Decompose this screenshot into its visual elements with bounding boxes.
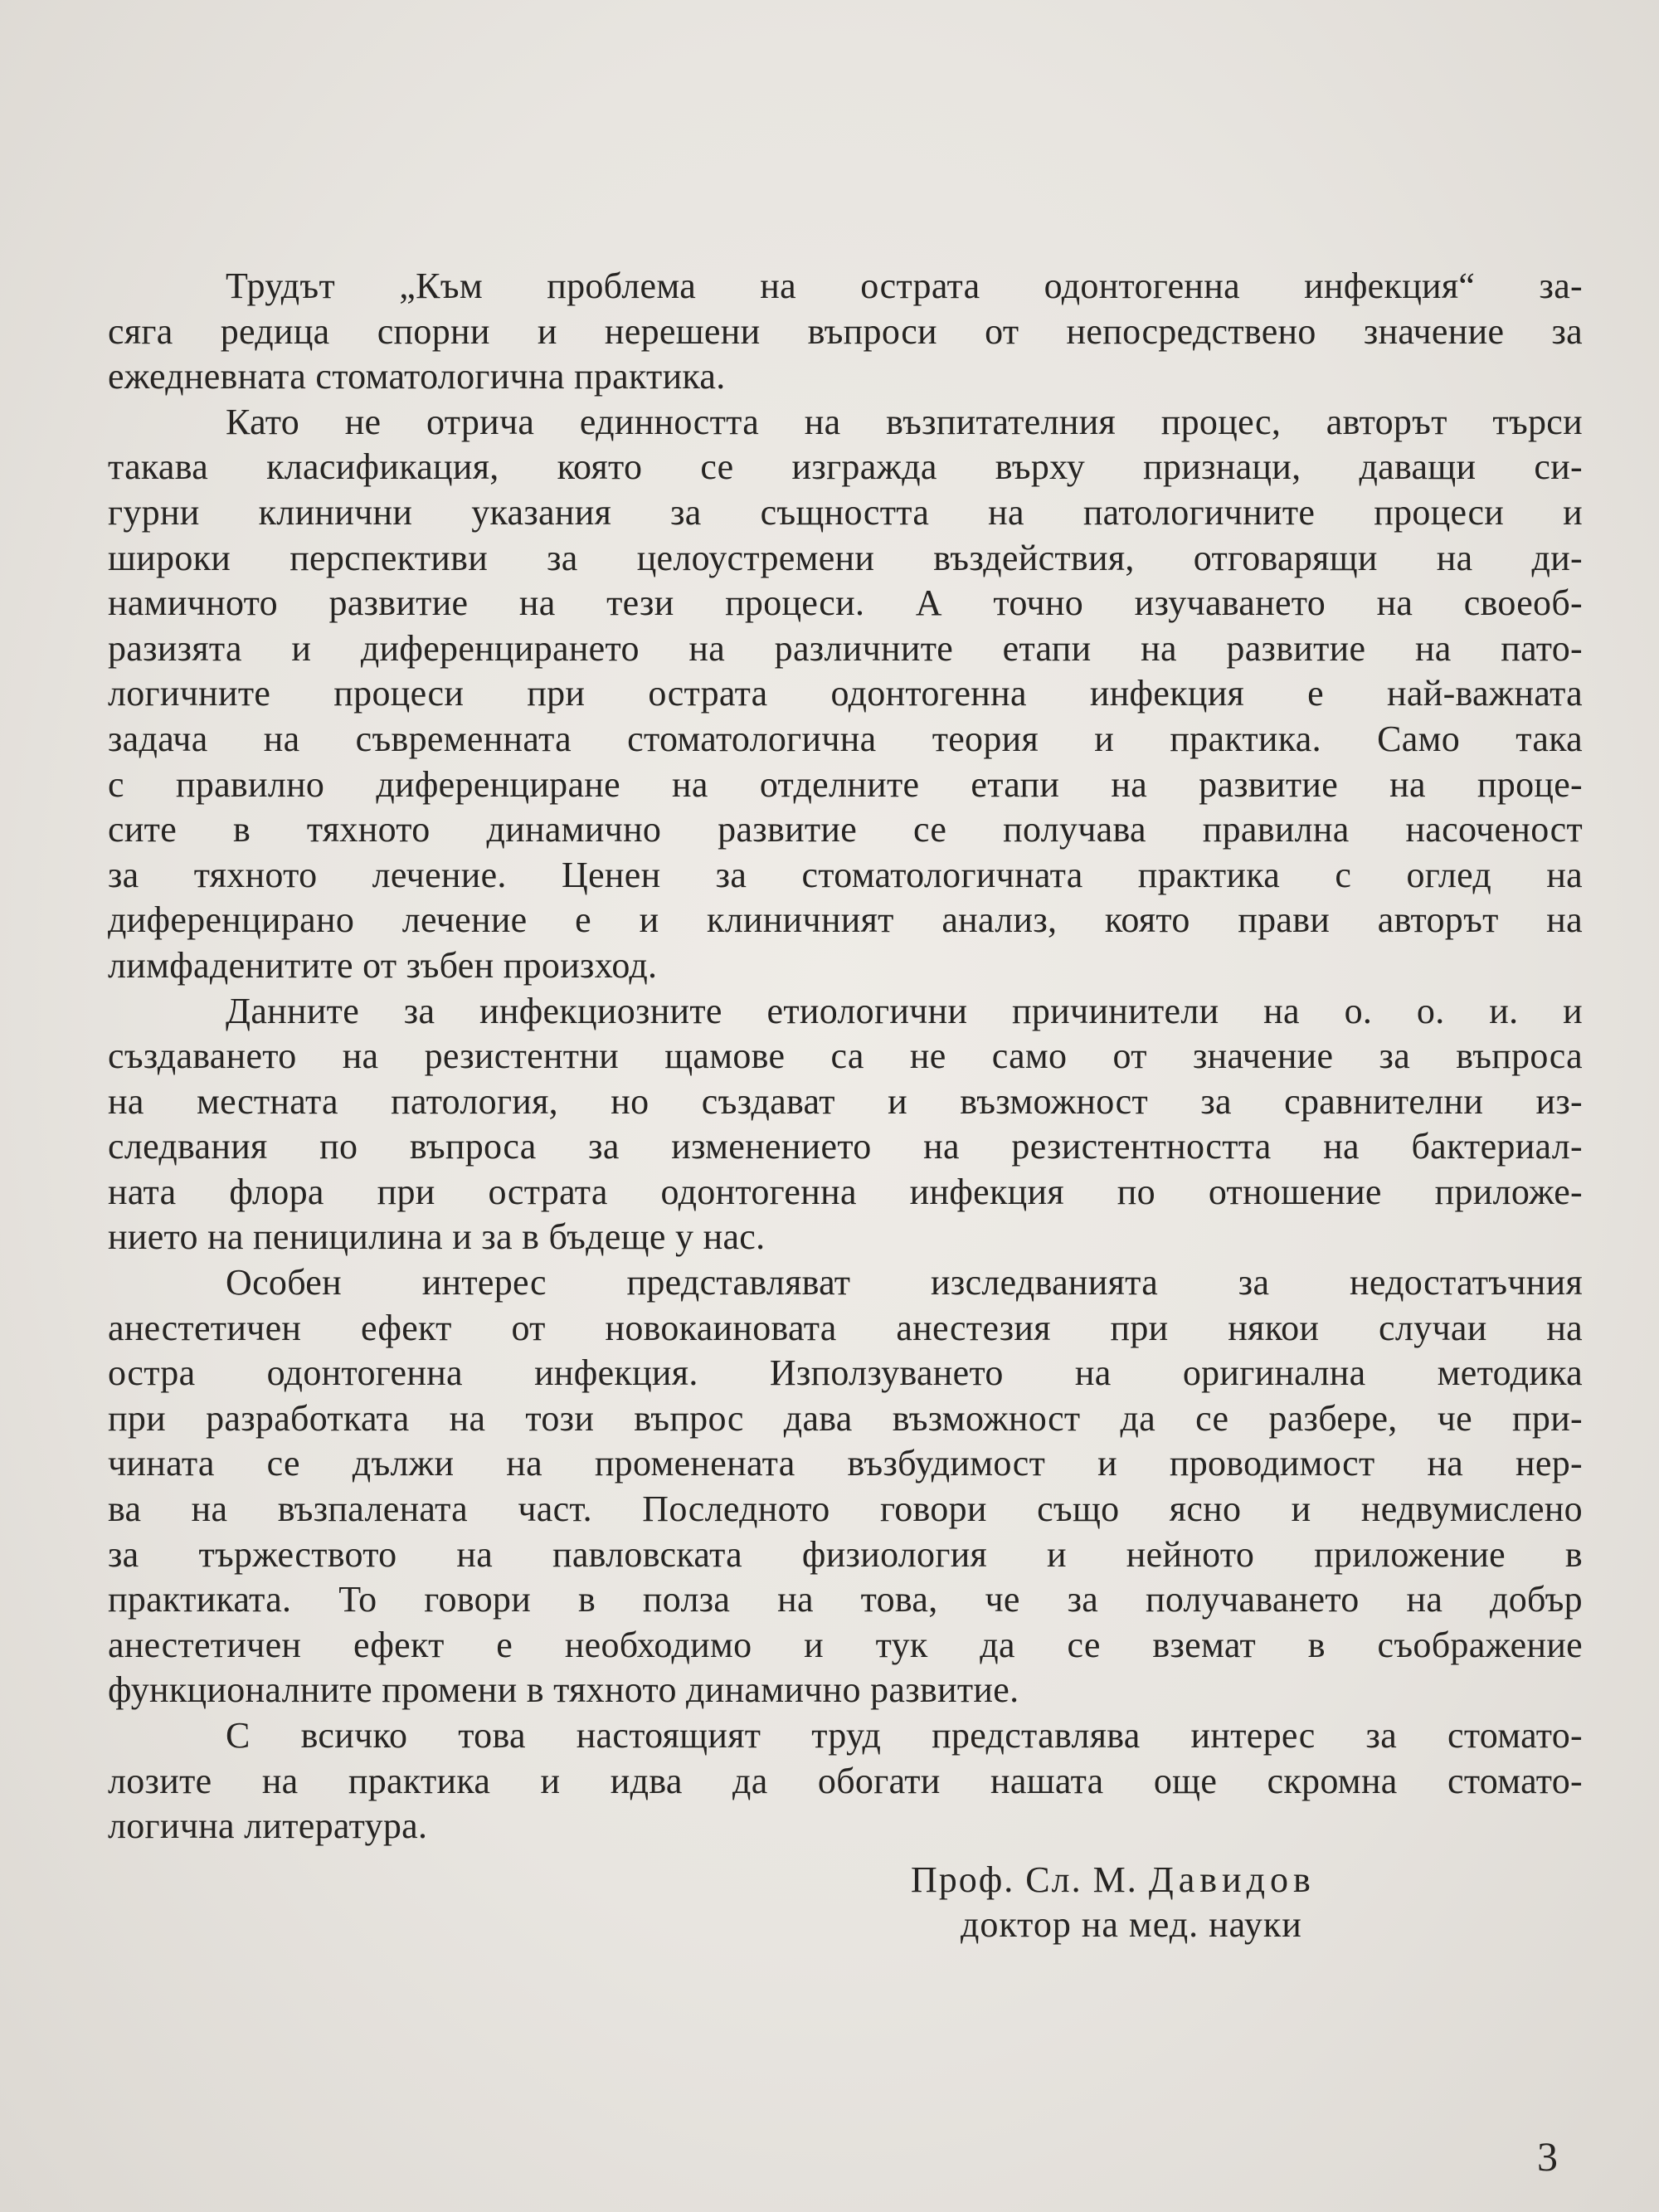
text-line: Трудът „Към проблема на острата одонтогенна инфекция“ за-: [226, 266, 1583, 306]
text-line: ва на възпалената част. Последното говори също ясно и недвумислено: [108, 1488, 1583, 1530]
text-line: създаването на резистентни щамове са не само от значение за въпроса: [108, 1035, 1583, 1077]
text-line: диференцирано лечение е и клиничният анализ, която прави авторът на: [108, 899, 1583, 941]
text-line: чината се дължи на променената възбудимост и проводимост на нер-: [108, 1443, 1583, 1484]
text-line: лозите на практика и идва да обогати нашата още скромна стомато-: [108, 1760, 1583, 1801]
page-number: 3: [1537, 2133, 1558, 2180]
signature-author: [911, 1859, 1316, 1901]
text-line: практиката. То говори в полза на това, че за получаването на добър: [108, 1579, 1583, 1620]
text-line: следвания по въпроса за изменението на резистентността на бактериал-: [108, 1126, 1583, 1167]
text-line: остра одонтогенна инфекция. Използуването на оригинална методика: [108, 1352, 1583, 1394]
text-line: намичното развитие на тези процеси. А точно изучаването на своеоб-: [108, 582, 1583, 624]
text-line: на местната патология, но създават и възможност за сравнителни из-: [108, 1080, 1583, 1122]
text-line: Като не отрича единността на възпитателния процес, авторът търси: [226, 401, 1583, 442]
paragraph: [108, 1260, 1583, 1713]
text-line: функционалните промени в тяхното динамично развитие.: [108, 1669, 1019, 1711]
text-line: Особен интерес представляват изследванията за недостатъчния: [226, 1262, 1583, 1303]
text-line: анестетичен ефект е необходимо и тук да се вземат в съображение: [108, 1624, 1583, 1665]
text-line: сите в тяхното динамично развитие се получава правилна насоченост: [108, 809, 1583, 850]
paragraph: [108, 400, 1583, 989]
text-line: за тяхното лечение. Ценен за стоматологичната практика с оглед на: [108, 854, 1583, 895]
text-line: логичните процеси при острата одонтогенна инфекция е най-важната: [108, 673, 1583, 714]
text-line: С всичко това настоящият труд представлява интерес за стомато-: [226, 1715, 1583, 1756]
text-line: разизята и диференцирането на различните етапи на развитие на пато-: [108, 627, 1583, 669]
text-line: за тържеството на павловската физиология и нейното приложение в: [108, 1533, 1583, 1575]
text-line: при разработката на този въпрос дава възможност да се разбере, че при-: [108, 1397, 1583, 1439]
text-line: гурни клинични указания за същността на патологичните процеси и: [108, 491, 1583, 533]
author-name: Давидов: [1148, 1859, 1316, 1900]
text-line: лимфаденитите от зъбен произход.: [108, 944, 658, 986]
text-line: с правилно диференциране на отделните етапи на развитие на проце-: [108, 763, 1583, 805]
text-line: анестетичен ефект от новокаиновата анестезия при някои случаи на: [108, 1307, 1583, 1348]
body-text: [108, 264, 1583, 1849]
paragraph: [108, 264, 1583, 400]
paragraph: [108, 989, 1583, 1261]
text-line: широки перспективи за целоустремени въздействия, отговарящи на ди-: [108, 537, 1583, 578]
text-line: сяга редица спорни и нерешени въпроси от непосредствено значение за: [108, 310, 1583, 352]
text-line: ежедневната стоматологична практика.: [108, 356, 726, 397]
text-line: логична литература.: [108, 1805, 428, 1847]
text-line: нието на пеницилина и за в бъдеще у нас.: [108, 1216, 766, 1258]
text-line: такава класификация, която се изгражда върху признаци, даващи си-: [108, 446, 1583, 488]
text-line: ната флора при острата одонтогенна инфекция по отношение приложе-: [108, 1171, 1583, 1212]
author-title: Проф. Сл. М.: [911, 1859, 1138, 1900]
text-line: Данните за инфекциозните етиологични причинители на о. о. и. и: [226, 990, 1583, 1031]
paragraph: [108, 1713, 1583, 1849]
author-degree: доктор на мед. науки: [961, 1904, 1302, 1945]
text-line: задача на съвременната стоматологична теория и практика. Само така: [108, 718, 1583, 759]
